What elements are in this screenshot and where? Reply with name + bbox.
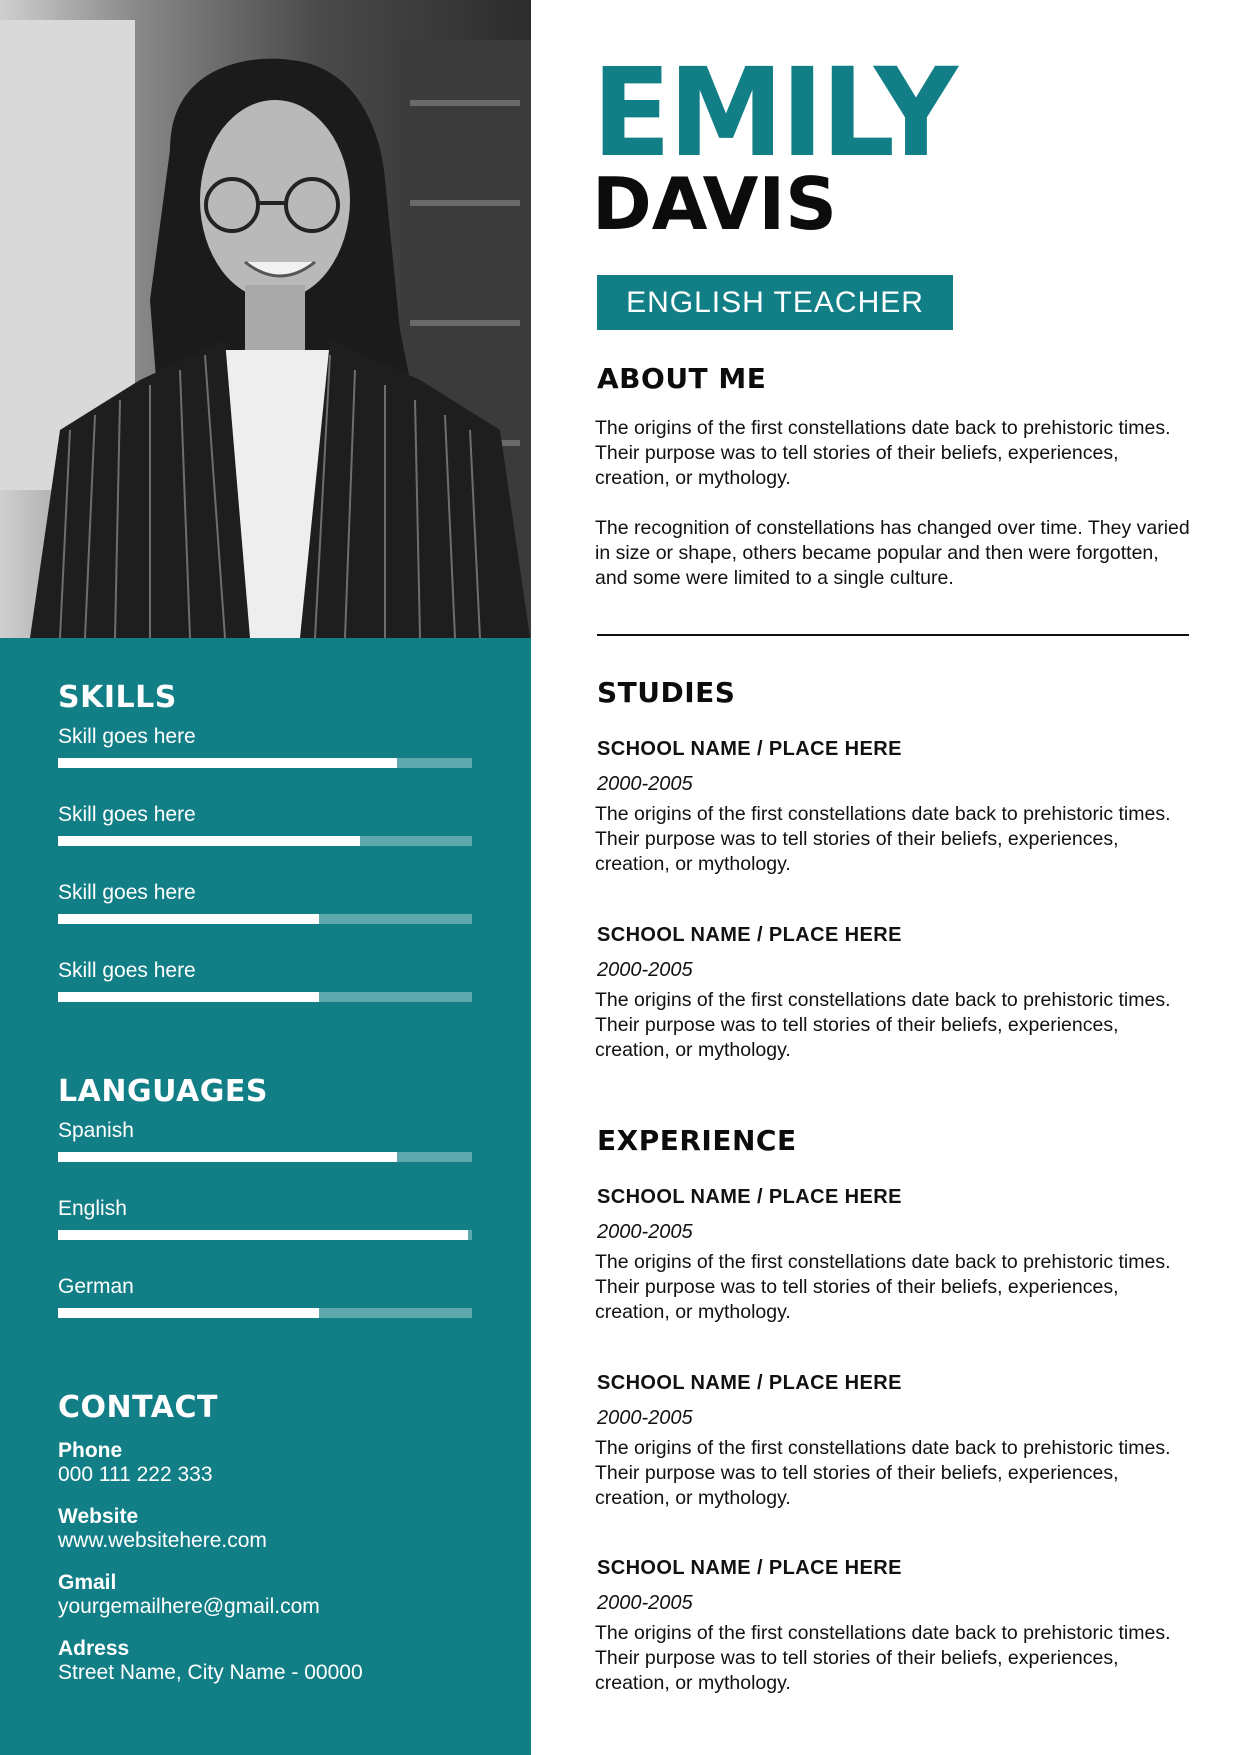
meter-label: German [58,1275,134,1298]
meter-label: Skill goes here [58,803,196,826]
entry-description: The origins of the first constellations date back to prehistoric times. Their purpose was to tell stories of their beliefs, experiences, creation, or mythology. [595,989,1171,1061]
contact-list [58,1439,473,1685]
studies-heading: STUDIES [597,676,736,709]
job-title-badge: ENGLISH TEACHER [597,275,953,330]
meter-track [58,914,472,924]
entry-description: The origins of the first constellations date back to prehistoric times. Their purpose was to tell stories of their beliefs, experiences, creation, or mythology. [595,1251,1171,1323]
meter-label: Spanish [58,1119,134,1142]
divider [597,634,1189,636]
entry-school: SCHOOL NAME / PLACE HERE [597,738,902,760]
meter-fill [58,992,319,1002]
skills-heading: SKILLS [58,680,177,715]
entry-years: 2000-2005 [597,1592,693,1614]
meter-track [58,758,472,768]
skills-list [58,725,473,1037]
contact-value: Street Name, City Name - 00000 [58,1661,363,1684]
meter-item [58,1119,473,1197]
entry-years: 2000-2005 [597,1407,693,1429]
profile-photo [0,0,531,638]
about-paragraph-1: The origins of the first constellations date back to prehistoric times. Their purpose was to tell stories of their beliefs, experiences, creation, or mythology. [595,417,1171,489]
meter-item [58,1197,473,1275]
meter-track [58,1152,472,1162]
meter-item [58,1275,473,1353]
contact-value: www.websitehere.com [58,1529,267,1552]
about-paragraph-2: The recognition of constellations has changed over time. They varied in size or shape, others became popular and then were forgotten, and some were limited to a single culture. [595,517,1190,589]
experience-entry [597,1186,1197,1325]
meter-label: Skill goes here [58,881,196,904]
languages-section [58,1074,473,1353]
entry-years: 2000-2005 [597,1221,693,1243]
meter-track [58,1308,472,1318]
about-heading: ABOUT ME [597,362,767,395]
meter-label: Skill goes here [58,959,196,982]
entry-description: The origins of the first constellations date back to prehistoric times. Their purpose was to tell stories of their beliefs, experiences, creation, or mythology. [595,1622,1171,1694]
entry-description: The origins of the first constellations date back to prehistoric times. Their purpose was to tell stories of their beliefs, experiences, creation, or mythology. [595,1437,1171,1509]
contact-value: yourgemailhere@gmail.com [58,1595,320,1618]
meter-label: English [58,1197,127,1220]
contact-label: Adress [58,1637,130,1660]
meter-label: Skill goes here [58,725,196,748]
studies-entry [597,924,1197,1063]
entry-years: 2000-2005 [597,773,693,795]
experience-entry [597,1372,1197,1511]
meter-track [58,836,472,846]
last-name: DAVIS [592,162,837,246]
meter-item [58,959,473,1037]
first-name: EMILY [592,42,956,184]
meter-fill [58,914,319,924]
contact-label: Website [58,1505,139,1528]
meter-fill [58,758,397,768]
entry-school: SCHOOL NAME / PLACE HERE [597,924,902,946]
contact-value: 000 111 222 333 [58,1463,213,1486]
contact-label: Gmail [58,1571,117,1594]
skills-section [58,680,473,1037]
experience-entry [597,1557,1197,1696]
meter-fill [58,836,360,846]
entry-years: 2000-2005 [597,959,693,981]
entry-school: SCHOOL NAME / PLACE HERE [597,1372,902,1394]
contact-section [58,1390,473,1703]
meter-item [58,803,473,881]
contact-label: Phone [58,1439,123,1462]
meter-item [58,725,473,803]
meter-track [58,992,472,1002]
languages-list [58,1119,473,1353]
meter-item [58,881,473,959]
meter-fill [58,1152,397,1162]
entry-school: SCHOOL NAME / PLACE HERE [597,1186,902,1208]
meter-track [58,1230,472,1240]
languages-heading: LANGUAGES [58,1074,268,1109]
studies-entry [597,738,1197,877]
entry-description: The origins of the first constellations date back to prehistoric times. Their purpose was to tell stories of their beliefs, experiences, creation, or mythology. [595,803,1171,875]
contact-heading: CONTACT [58,1390,218,1425]
entry-school: SCHOOL NAME / PLACE HERE [597,1557,902,1579]
meter-fill [58,1308,319,1318]
meter-fill [58,1230,468,1240]
experience-heading: EXPERIENCE [597,1124,797,1157]
